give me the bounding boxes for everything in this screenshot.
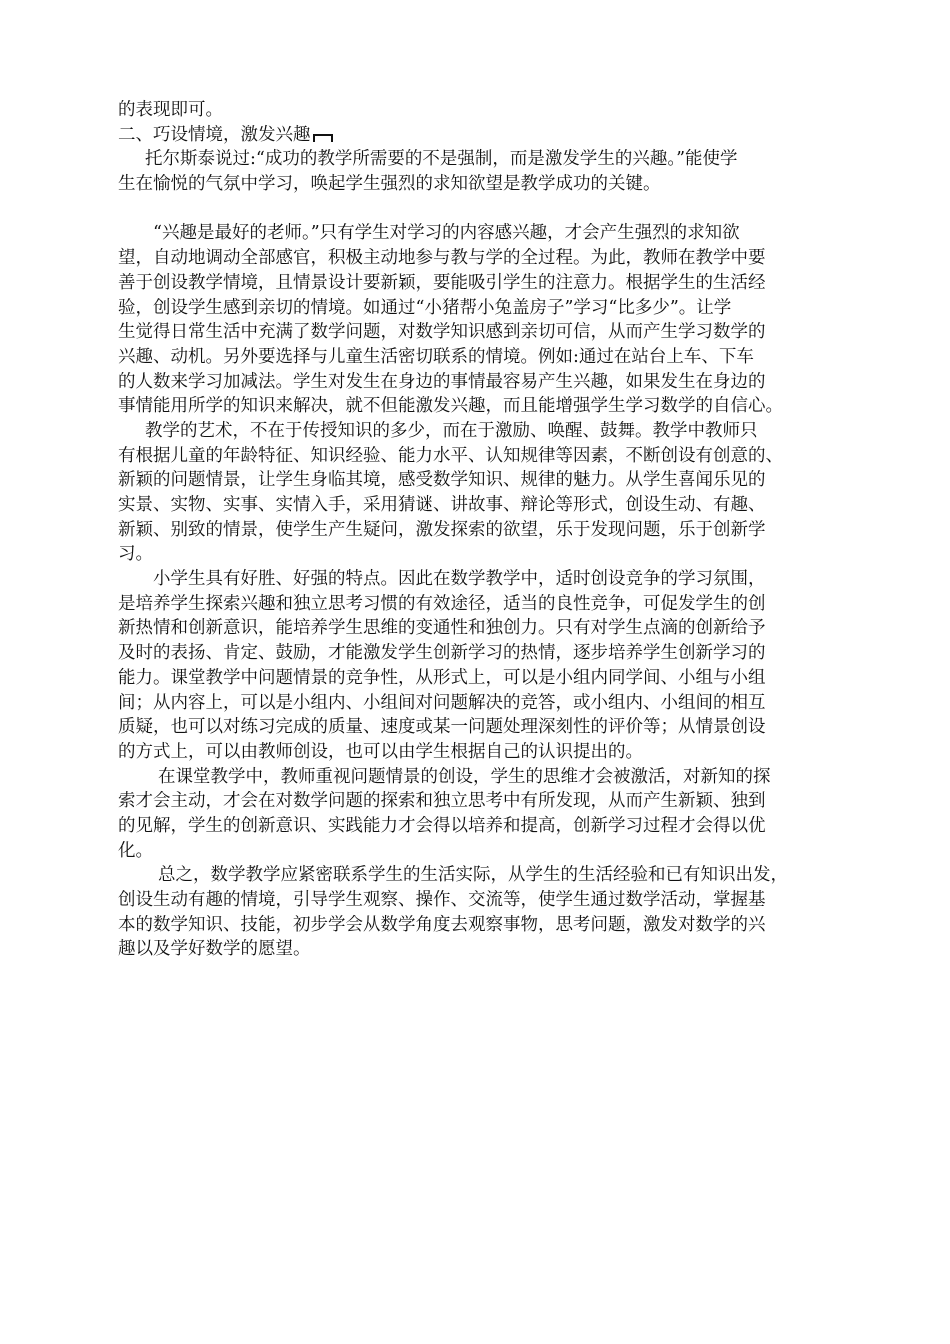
- paragraph-4-line: 新热情和创新意识，能培养学生思维的变通性和独创力。只有对学生点滴的创新给予: [118, 618, 766, 639]
- paragraph-3-line: 实景、实物、实事、实情入手，采用猜谜、讲故事、辩论等形式，创设生动、有趣、: [118, 495, 766, 515]
- paragraph-4-line: 及时的表扬、肯定、鼓励，才能激发学生创新学习的热情，逐步培养学生创新学习的: [118, 643, 766, 664]
- section-heading-text: 二、巧设情境，激发兴趣: [118, 124, 311, 145]
- paragraph-2-line: 验，创设学生感到亲切的情境。如通过“小猪帮小兔盖房子”学习“比多少”。让学: [118, 297, 732, 318]
- paragraph-2-line: 的人数来学习加减法。学生对发生在身边的事情最容易产生兴趣，如果发生在身边的: [118, 371, 766, 392]
- paragraph-2-line: 生觉得日常生活中充满了数学问题，对数学知识感到亲切可信，从而产生学习数学的: [118, 322, 766, 343]
- paragraph-3-line: 新颖的问题情景，让学生身临其境，感受数学知识、规律的魅力。从学生喜闻乐见的: [118, 470, 766, 491]
- paragraph-1-line: 生在愉悦的气氛中学习，唤起学生强烈的求知欲望是教学成功的关键。: [118, 174, 661, 195]
- paragraph-5-line: 索才会主动，才会在对数学问题的探索和独立思考中有所发现，从而产生新颖、独到: [118, 791, 766, 812]
- paragraph-4-line: 的方式上，可以由教师创设，也可以由学生根据自己的认识提出的。: [118, 741, 643, 762]
- paragraph-3-line: 有根据儿童的年龄特征、知识经验、能力水平、认知规律等因素，不断创设有创意的、: [118, 445, 783, 466]
- paragraph-2-line: 兴趣、动机。另外要选择与儿童生活密切联系的情境。例如:通过在站台上车、下车: [118, 346, 754, 367]
- document-page: [118, 98, 836, 962]
- paragraph-4-line: 小学生具有好胜、好强的特点。因此在数学教学中，适时创设竞争的学习氛围，: [153, 569, 766, 590]
- paragraph-4-line: 间；从内容上，可以是小组内、小组间对问题解决的竞答，或小组内、小组间的相互: [118, 692, 766, 713]
- paragraph-1-line: 托尔斯泰说过:“成功的教学所需要的不是强制，而是激发学生的兴趣。”能使学: [145, 149, 738, 170]
- paragraph-2-line: 望，自动地调动全部感官，积极主动地参与教与学的全过程。为此，教师在教学中要: [118, 248, 766, 269]
- paragraph-3-line: 习。: [118, 544, 153, 565]
- paragraph-3-line: 教学的艺术，不在于传授知识的多少，而在于激励、唤醒、鼓舞。教学中教师只: [145, 420, 758, 441]
- paragraph-4-line: 能力。课堂教学中问题情景的竞争性，从形式上，可以是小组内同学间、小组与小组: [118, 667, 766, 688]
- paragraph-4-line: 是培养学生探索兴趣和独立思考习惯的有效途径，适当的良性竞争，可促发学生的创: [118, 593, 766, 614]
- paragraph-2-line: “兴趣是最好的老师。”只有学生对学习的内容感兴趣，才会产生强烈的求知欲: [153, 223, 740, 244]
- paragraph-4-line: 质疑，也可以对练习完成的质量、速度或某一问题处理深刻性的评价等；从情景创设: [118, 717, 766, 738]
- paragraph-6-line: 本的数学知识、技能，初步学会从数学角度去观察事物，思考问题，激发对数学的兴: [118, 914, 766, 935]
- paragraph-5-line: 化。: [118, 840, 153, 861]
- paragraph-3-line: 新颖、别致的情景，使学生产生疑问，激发探索的欲望，乐于发现问题，乐于创新学: [118, 519, 766, 540]
- bracket-mark-icon: [313, 134, 333, 142]
- blank-line: [118, 197, 836, 222]
- text-line: 的表现即可。: [118, 100, 223, 120]
- section-heading: [118, 123, 836, 148]
- paragraph-5-line: 的见解，学生的创新意识、实践能力才会得以培养和提高，创新学习过程才会得以优: [118, 815, 766, 836]
- paragraph-6-line: 总之，数学教学应紧密联系学生的生活实际，从学生的生活经验和已有知识出发，: [158, 865, 788, 886]
- paragraph-6-line: 趣以及学好数学的愿望。: [118, 939, 311, 960]
- paragraph-2-line: 善于创设教学情境，且情景设计要新颖，要能吸引学生的注意力。根据学生的生活经: [118, 272, 766, 293]
- paragraph-5-line: 在课堂教学中，教师重视问题情景的创设，学生的思维才会被激活，对新知的探: [158, 766, 771, 787]
- paragraph-6-line: 创设生动有趣的情境，引导学生观察、操作、交流等，使学生通过数学活动，掌握基: [118, 890, 766, 910]
- paragraph-2-line: 事情能用所学的知识来解决，就不但能激发兴趣，而且能增强学生学习数学的自信心。: [118, 396, 783, 417]
